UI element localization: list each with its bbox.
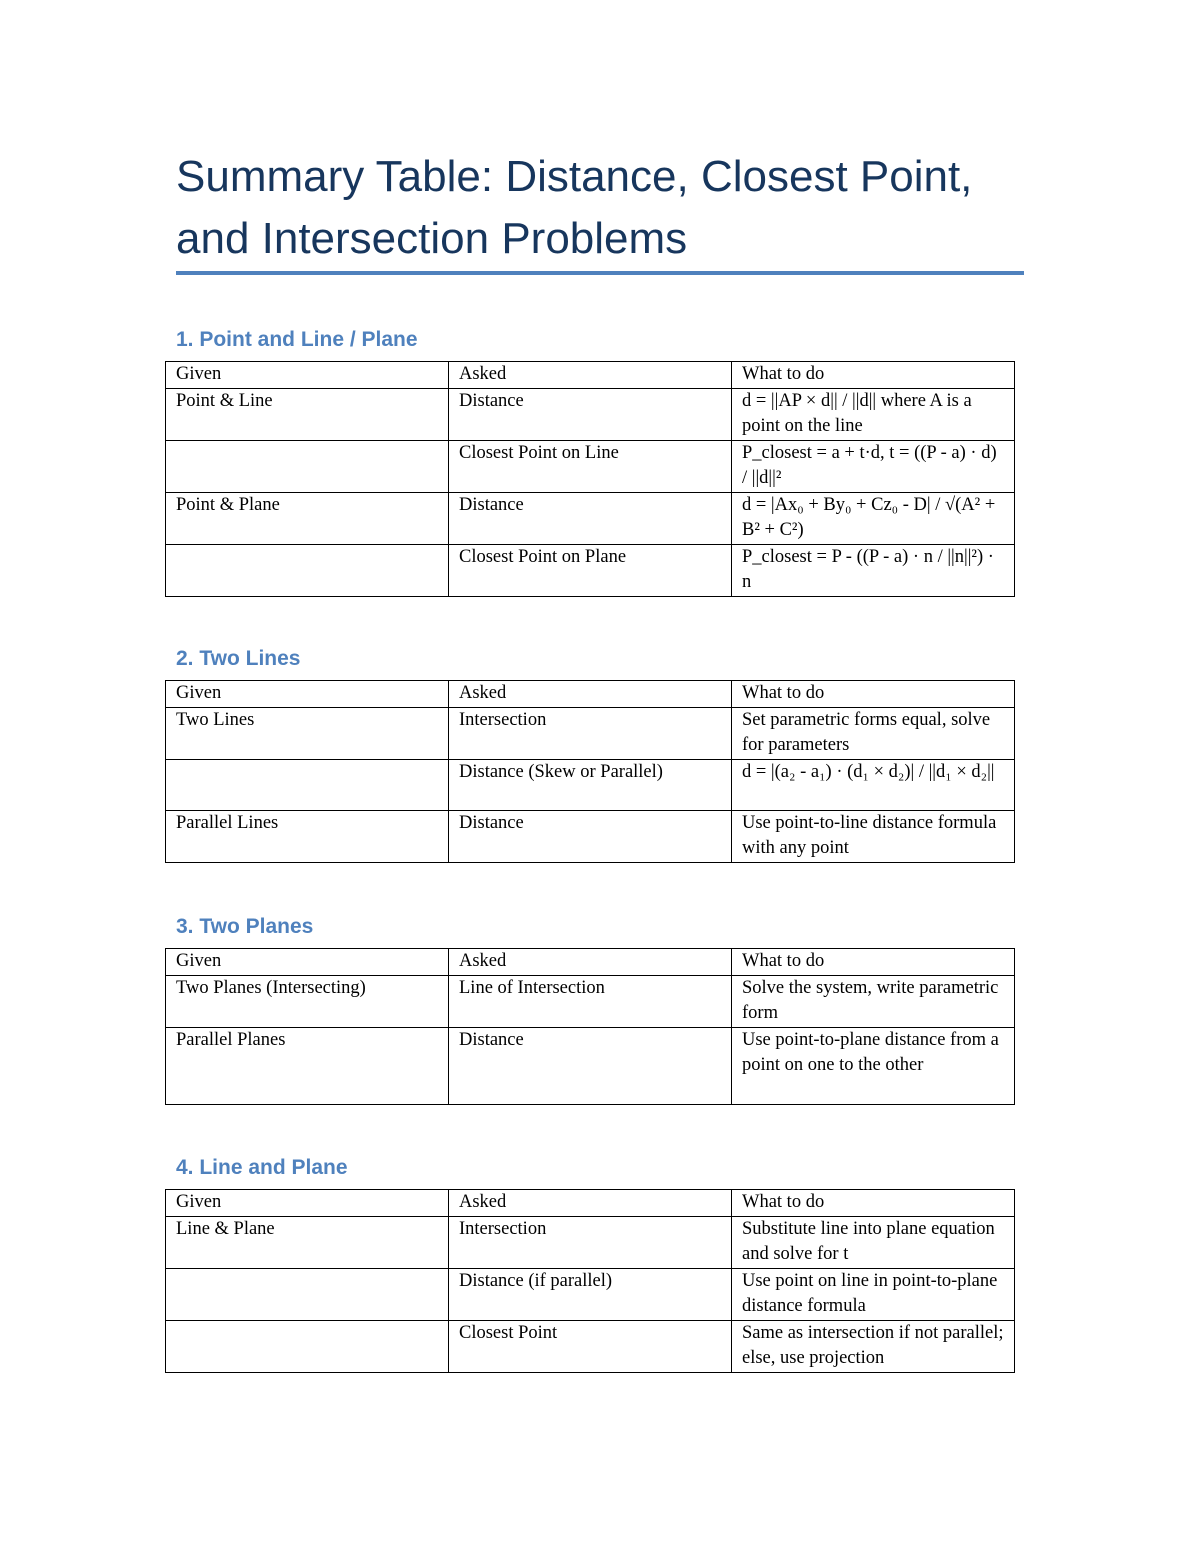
title-underline bbox=[176, 271, 1024, 275]
section-heading-line-and-plane: 4. Line and Plane bbox=[176, 1156, 348, 1179]
cell-what-to-do: Use point on line in point-to-plane distance formula bbox=[732, 1268, 1015, 1320]
header-given: Given bbox=[166, 362, 449, 389]
table-row bbox=[166, 440, 1015, 492]
cell-asked: Closest Point bbox=[449, 1320, 732, 1372]
header-asked: Asked bbox=[449, 1190, 732, 1217]
table-row bbox=[166, 1027, 1015, 1104]
table-row bbox=[166, 1268, 1015, 1320]
table-header-row bbox=[166, 949, 1015, 976]
page-title: Summary Table: Distance, Closest Point, and Intersection Problems bbox=[176, 152, 973, 263]
cell-what-to-do: P_closest = a + t·d, t = ((P - a) · d) / ||d||² bbox=[732, 440, 1015, 492]
section-heading-two-lines: 2. Two Lines bbox=[176, 647, 301, 670]
cell-what-to-do: d = |Ax₀ + By₀ + Cz₀ - D| / √(A² + B² + C²) bbox=[732, 492, 1015, 544]
cell-given bbox=[166, 1320, 449, 1372]
cell-given: Two Lines bbox=[166, 707, 449, 759]
table-row bbox=[166, 975, 1015, 1027]
header-asked: Asked bbox=[449, 362, 732, 389]
cell-given bbox=[166, 759, 449, 810]
table-two-lines bbox=[165, 680, 1015, 863]
cell-what-to-do: Use point-to-plane distance from a point on one to the other bbox=[732, 1027, 1015, 1104]
cell-what-to-do: d = ||AP × d|| / ||d|| where A is a point on the line bbox=[732, 388, 1015, 440]
section-heading-point-line-plane: 1. Point and Line / Plane bbox=[176, 328, 418, 351]
section-heading-two-planes: 3. Two Planes bbox=[176, 915, 314, 938]
table-row bbox=[166, 759, 1015, 810]
cell-given: Line & Plane bbox=[166, 1216, 449, 1268]
cell-asked: Distance bbox=[449, 492, 732, 544]
cell-asked: Line of Intersection bbox=[449, 975, 732, 1027]
cell-asked: Distance bbox=[449, 388, 732, 440]
cell-what-to-do: Same as intersection if not parallel; else, use projection bbox=[732, 1320, 1015, 1372]
table-point-line-plane bbox=[165, 361, 1015, 597]
table-row bbox=[166, 810, 1015, 862]
cell-asked: Closest Point on Line bbox=[449, 440, 732, 492]
cell-given: Parallel Planes bbox=[166, 1027, 449, 1104]
table-header-row bbox=[166, 362, 1015, 389]
header-what-to-do: What to do bbox=[732, 681, 1015, 708]
table-line-and-plane bbox=[165, 1189, 1015, 1373]
cell-asked: Distance bbox=[449, 1027, 732, 1104]
table-row bbox=[166, 707, 1015, 759]
cell-asked: Intersection bbox=[449, 1216, 732, 1268]
table-header-row bbox=[166, 1190, 1015, 1217]
table-row bbox=[166, 492, 1015, 544]
cell-what-to-do: P_closest = P - ((P - a) · n / ||n||²) · n bbox=[732, 544, 1015, 596]
cell-given bbox=[166, 440, 449, 492]
table-row bbox=[166, 388, 1015, 440]
cell-what-to-do: Use point-to-line distance formula with any point bbox=[732, 810, 1015, 862]
table-row bbox=[166, 544, 1015, 596]
cell-given: Two Planes (Intersecting) bbox=[166, 975, 449, 1027]
header-given: Given bbox=[166, 681, 449, 708]
header-what-to-do: What to do bbox=[732, 362, 1015, 389]
cell-given: Point & Plane bbox=[166, 492, 449, 544]
table-header-row bbox=[166, 681, 1015, 708]
header-given: Given bbox=[166, 949, 449, 976]
header-what-to-do: What to do bbox=[732, 949, 1015, 976]
cell-what-to-do: Solve the system, write parametric form bbox=[732, 975, 1015, 1027]
table-row bbox=[166, 1320, 1015, 1372]
cell-given bbox=[166, 1268, 449, 1320]
cell-what-to-do: d = |(a₂ - a₁) · (d₁ × d₂)| / ||d₁ × d₂|| bbox=[732, 759, 1015, 810]
header-asked: Asked bbox=[449, 681, 732, 708]
cell-given: Parallel Lines bbox=[166, 810, 449, 862]
cell-given bbox=[166, 544, 449, 596]
cell-asked: Distance bbox=[449, 810, 732, 862]
cell-asked: Distance (Skew or Parallel) bbox=[449, 759, 732, 810]
header-what-to-do: What to do bbox=[732, 1190, 1015, 1217]
cell-given: Point & Line bbox=[166, 388, 449, 440]
cell-asked: Intersection bbox=[449, 707, 732, 759]
cell-asked: Distance (if parallel) bbox=[449, 1268, 732, 1320]
cell-what-to-do: Substitute line into plane equation and solve for t bbox=[732, 1216, 1015, 1268]
header-given: Given bbox=[166, 1190, 449, 1217]
table-two-planes bbox=[165, 948, 1015, 1105]
header-asked: Asked bbox=[449, 949, 732, 976]
table-row bbox=[166, 1216, 1015, 1268]
cell-what-to-do: Set parametric forms equal, solve for parameters bbox=[732, 707, 1015, 759]
cell-asked: Closest Point on Plane bbox=[449, 544, 732, 596]
